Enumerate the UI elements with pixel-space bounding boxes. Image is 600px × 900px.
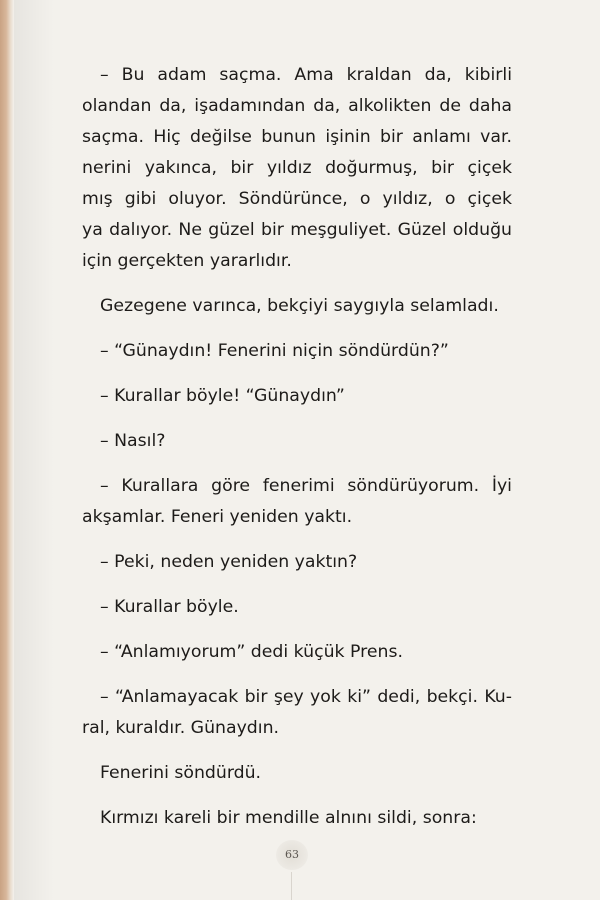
paragraph-10 [82,682,512,744]
page-text [82,60,512,834]
text-line: için gerçekten yararlıdır. [82,251,292,271]
text-line: saçma. Hiç değilse bunun işinin bir anlamı var. [82,127,512,147]
paragraph-8 [82,592,512,623]
text-line: nerini yakınca, bir yıldız doğurmuş, bir çiçek [82,158,512,178]
text-line: – Peki, neden yeniden yaktın? [100,552,358,572]
paragraph-11 [82,758,512,789]
paragraph-7 [82,547,512,578]
text-line: – “Günaydın! Fenerini niçin söndürdün?” [100,341,449,361]
text-line: – Kurallar böyle. [100,597,239,617]
page-number: 63 [276,840,308,870]
paragraph-4 [82,381,512,412]
text-line: ral, kuraldır. Günaydın. [82,718,280,738]
text-line: – “Anlamayacak bir şey yok ki” dedi, bekçi. Ku- [100,687,512,707]
paragraph-1 [82,60,512,277]
text-line: ya dalıyor. Ne güzel bir meşguliyet. Güzel olduğu [82,220,512,240]
text-line: Fenerini söndürdü. [100,763,262,783]
text-line: – “Anlamıyorum” dedi küçük Prens. [100,642,403,662]
text-line: akşamlar. Feneri yeniden yaktı. [82,507,353,527]
text-line: olandan da, işadamından da, alkolikten de daha [82,96,512,116]
paragraph-6 [82,471,512,533]
text-line: – Kurallar böyle! “Günaydın” [100,386,345,406]
book-spine-edge [0,0,14,900]
text-line: – Bu adam saçma. Ama kraldan da, kibirli [100,65,512,85]
page-gutter-shadow [14,0,54,900]
paragraph-2 [82,291,512,322]
text-line: Gezegene varınca, bekçiyi saygıyla selamladı. [100,296,499,316]
paragraph-5 [82,426,512,457]
paragraph-9 [82,637,512,668]
paragraph-3 [82,336,512,367]
text-line: Kırmızı kareli bir mendille alnını sildi, sonra: [100,808,477,828]
text-line: – Kurallara göre fenerimi söndürüyorum. İyi [100,476,512,496]
page-number-tick [291,872,292,900]
text-line: mış gibi oluyor. Söndürünce, o yıldız, o çiçek [82,189,512,209]
text-line: – Nasıl? [100,431,166,451]
paragraph-12 [82,803,512,834]
